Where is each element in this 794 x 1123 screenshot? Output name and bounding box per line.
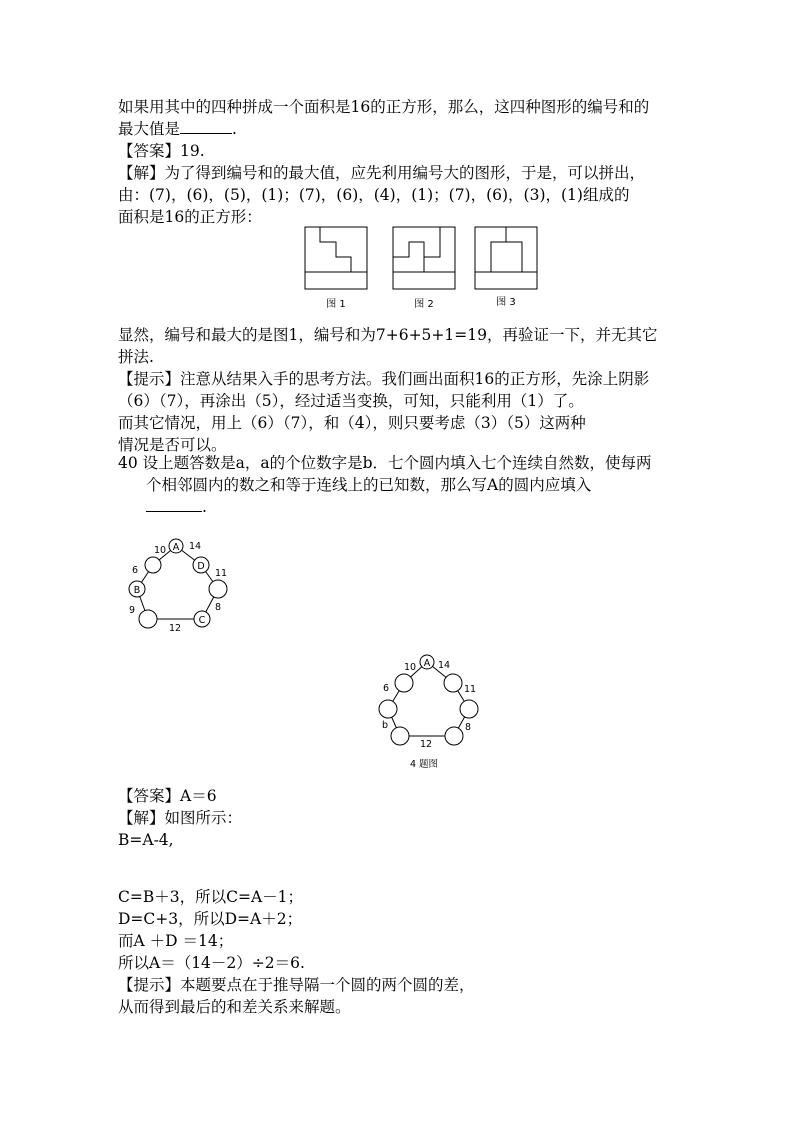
edge-label-14: 14 xyxy=(437,660,451,671)
circle-upper-left xyxy=(145,557,161,573)
problem39-line2-suffix: . xyxy=(232,120,237,138)
problem39-solution-line3: 面积是16的正方形： xyxy=(118,208,262,226)
problem39-conclusion-line2: 拼法. xyxy=(118,348,154,366)
problem39-answer: 【答案】19. xyxy=(118,142,205,160)
answer-blank-40 xyxy=(146,497,202,512)
circle-left xyxy=(379,700,397,718)
circle-bottom-left xyxy=(391,727,409,745)
diagram-caption: 4 题图 xyxy=(409,759,439,770)
circle-label-C: C xyxy=(198,615,206,626)
edge-label-12: 12 xyxy=(168,623,182,634)
answer-blank xyxy=(180,119,232,134)
problem40-answer: 【答案】A＝6 xyxy=(118,787,217,805)
square-figure-2 xyxy=(393,227,455,289)
circle-bottom-right xyxy=(445,727,463,745)
circle-right xyxy=(209,580,227,598)
figure-caption-3: 图 3 xyxy=(496,297,516,308)
problem40-line2: 个相邻圆内的数之和等于连线上的已知数，那么写A的圆内应填入 xyxy=(146,476,592,494)
square-figure-3 xyxy=(475,227,537,289)
circle-label-B: B xyxy=(133,585,141,596)
edge-label-12: 12 xyxy=(419,739,433,750)
edge-label-14: 14 xyxy=(188,541,202,552)
problem40-hint-line2: 从而得到最后的和差关系来解题。 xyxy=(118,998,351,1016)
edge-label-6: 6 xyxy=(382,683,390,694)
problem39-line2 xyxy=(118,118,237,140)
edge-label-11: 11 xyxy=(463,684,477,695)
edge-label-6: 6 xyxy=(131,565,139,576)
square-figure-1 xyxy=(305,227,367,289)
problem40-line1: 40 设上题答数是a，a的个位数字是b．七个圆内填入七个连续自然数，使每两 xyxy=(118,454,652,472)
problem40-step-2: C=B＋3，所以C=A－1； xyxy=(118,888,304,906)
edge-label-8: 8 xyxy=(464,722,472,733)
edge-label-9: 9 xyxy=(128,605,136,616)
problem39-solution-line2: 由：(7)，(6)，(5)，(1)；(7)，(6)，(4)，(1)；(7)，(6)，(3)，(1)组成的 xyxy=(118,186,630,204)
problem40-step-4: 而A ＋D ＝14； xyxy=(118,932,234,950)
problem40-step-1: B=A-4, xyxy=(118,831,174,849)
square-figures xyxy=(303,224,543,314)
problem39-hint-line2: （6）（7），再涂出（5），经过适当变换，可知，只能利用（1）了。 xyxy=(118,392,584,410)
problem39-hint-line1: 【提示】注意从结果入手的思考方法。我们画出面积16的正方形，先涂上阴影 xyxy=(118,370,650,388)
edge-label-8: 8 xyxy=(214,602,222,613)
problem39-solution-line1: 【解】为了得到编号和的最大值，应先利用编号大的图形，于是，可以拼出， xyxy=(118,164,646,182)
edge-label-b: b xyxy=(381,720,389,731)
problem39-hint-line3: 而其它情况，用上（6）（7），和（4），则只要考虑（3）（5）这两种 xyxy=(118,414,586,432)
circle-label-D: D xyxy=(197,561,205,572)
problem40-line3 xyxy=(146,496,207,518)
problem39-conclusion-line1: 显然，编号和最大的是图1，编号和为7+6+5+1=19，再验证一下，并无其它 xyxy=(118,326,658,344)
problem39-line2-prefix: 最大值是 xyxy=(118,120,181,138)
heptagon-diagram-2 xyxy=(368,651,498,771)
circle-label-A: A xyxy=(172,542,180,553)
problem40-solution-head: 【解】如图所示： xyxy=(118,809,243,827)
problem40-step-5: 所以A＝（14－2）÷2＝6. xyxy=(118,954,305,972)
circle-upper-left xyxy=(395,674,413,692)
figure-caption-1: 图 1 xyxy=(326,299,346,310)
figure-caption-2: 图 2 xyxy=(414,299,434,310)
problem39-hint-line4: 情况是否可以。 xyxy=(118,436,227,454)
edge-label-10: 10 xyxy=(153,545,167,556)
circle-bottom-left xyxy=(139,610,157,628)
problem40-step-3: D=C+3，所以D=A＋2； xyxy=(118,910,303,928)
problem39-line1: 如果用其中的四种拼成一个面积是16的正方形，那么，这四种图形的编号和的 xyxy=(118,98,650,116)
problem40-hint-line1: 【提示】本题要点在于推导隔一个圆的两个圆的差， xyxy=(118,976,475,994)
heptagon-diagram-1 xyxy=(118,535,258,645)
circle-right xyxy=(460,700,478,718)
edge-label-11: 11 xyxy=(214,568,228,579)
circle-upper-right xyxy=(444,674,462,692)
edge-label-10: 10 xyxy=(403,662,417,673)
circle-label-A: A xyxy=(423,658,431,669)
problem40-line3-suffix: . xyxy=(202,498,207,516)
